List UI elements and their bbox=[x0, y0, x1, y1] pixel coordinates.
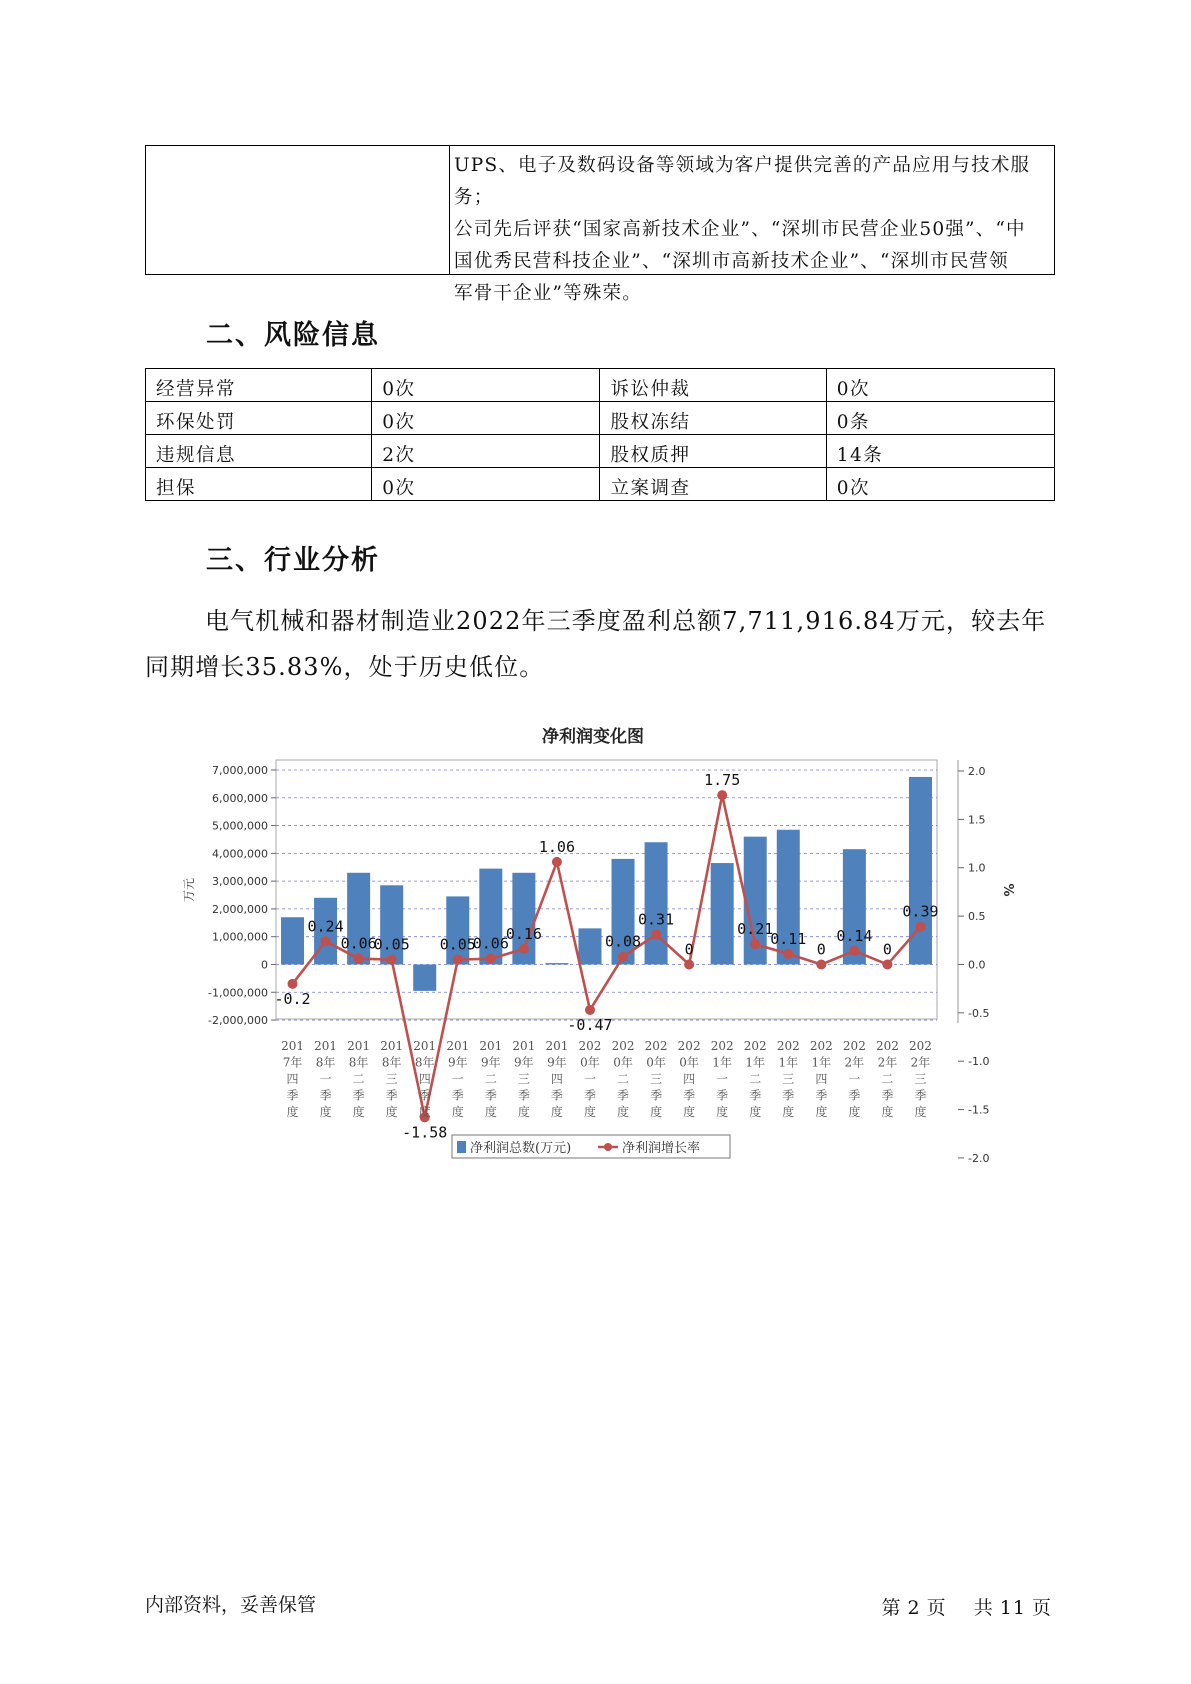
x-tick-label: 度 bbox=[650, 1105, 663, 1119]
total-num: 11 bbox=[999, 1597, 1026, 1619]
x-tick-label: 202 bbox=[909, 1039, 932, 1053]
x-tick-label: 季 bbox=[352, 1088, 365, 1103]
x-tick-label: 度 bbox=[550, 1105, 563, 1119]
y-tick-label: 0 bbox=[261, 958, 268, 972]
data-label: 0.08 bbox=[604, 932, 642, 951]
y-tick-label: 3,000,000 bbox=[212, 875, 268, 889]
x-tick-label: 三 bbox=[517, 1072, 530, 1086]
growth-rate-point bbox=[783, 949, 793, 959]
x-tick-label: 度 bbox=[583, 1105, 596, 1119]
growth-rate-point bbox=[849, 946, 859, 956]
x-tick-label: 二 bbox=[617, 1072, 630, 1086]
risk-value: 14条 bbox=[826, 435, 1054, 468]
growth-rate-point bbox=[552, 857, 562, 867]
x-tick-label: 二 bbox=[881, 1072, 894, 1086]
data-label: -0.47 bbox=[567, 1015, 613, 1034]
x-tick-label: 201 bbox=[512, 1039, 536, 1053]
x-tick-label: 二 bbox=[352, 1072, 365, 1086]
data-label: 0.16 bbox=[505, 924, 542, 943]
data-label: 0.39 bbox=[902, 902, 939, 921]
x-tick-label: 9年 bbox=[447, 1055, 468, 1070]
x-tick-label: 季 bbox=[286, 1088, 299, 1103]
risk-value: 0次 bbox=[372, 369, 600, 402]
risk-value: 0次 bbox=[372, 468, 600, 501]
x-tick-label: 季 bbox=[319, 1088, 332, 1103]
x-tick-label: 度 bbox=[517, 1105, 530, 1119]
x-tick-label: 二 bbox=[484, 1072, 497, 1086]
x-tick-label: 8年 bbox=[414, 1055, 435, 1070]
x-tick-label: 2年 bbox=[910, 1055, 931, 1070]
y2-tick-label: 0.0 bbox=[968, 958, 986, 972]
x-tick-label: 一 bbox=[319, 1072, 332, 1086]
bar bbox=[281, 917, 304, 964]
data-label: 1.06 bbox=[538, 837, 575, 856]
x-tick-label: 三 bbox=[385, 1072, 398, 1086]
growth-rate-point bbox=[321, 936, 331, 946]
risk-value: 0次 bbox=[372, 402, 600, 435]
x-tick-label: 季 bbox=[716, 1088, 729, 1103]
y-axis-label: 万元 bbox=[182, 877, 196, 903]
bar bbox=[645, 842, 668, 964]
legend-bar-label: 净利润总数(万元) bbox=[470, 1141, 572, 1156]
text-line: UPS、电子及数码设备等领域为客户提供完善的产品应用与技术服务； bbox=[454, 155, 1031, 208]
data-label: 0.05 bbox=[439, 935, 476, 954]
x-tick-label: 一 bbox=[583, 1072, 596, 1086]
x-tick-label: 度 bbox=[484, 1105, 497, 1119]
bar bbox=[413, 964, 436, 990]
data-label: 0.11 bbox=[770, 929, 807, 948]
x-tick-label: 2年 bbox=[844, 1055, 865, 1070]
table-value-cell bbox=[450, 146, 1054, 304]
chart-title: 净利润变化图 bbox=[542, 727, 644, 747]
x-tick-label: 9年 bbox=[514, 1055, 534, 1070]
x-tick-label: 度 bbox=[848, 1105, 861, 1119]
x-tick-label: 度 bbox=[286, 1105, 299, 1119]
growth-rate-point bbox=[618, 952, 628, 962]
y-tick-label: 6,000,000 bbox=[212, 791, 268, 805]
x-tick-label: 季 bbox=[914, 1088, 927, 1103]
y2-tick-label: 2.0 bbox=[968, 765, 986, 778]
x-tick-label: 201 bbox=[413, 1039, 437, 1053]
x-tick-label: 2年 bbox=[877, 1055, 898, 1070]
x-tick-label: 季 bbox=[815, 1088, 828, 1103]
x-tick-label: 四 bbox=[815, 1072, 828, 1086]
x-tick-label: 季 bbox=[650, 1088, 663, 1103]
x-tick-label: 四 bbox=[286, 1072, 299, 1086]
section-heading-industry: 三、行业分析 bbox=[206, 545, 380, 576]
x-tick-label: 202 bbox=[743, 1039, 767, 1053]
risk-label: 股权质押 bbox=[600, 435, 826, 468]
x-tick-label: 度 bbox=[319, 1105, 332, 1119]
x-tick-label: 1年 bbox=[745, 1055, 766, 1070]
page-prefix: 第 bbox=[881, 1597, 902, 1619]
y2-tick-label: -2.0 bbox=[968, 1151, 990, 1165]
y-tick-label: -1,000,000 bbox=[208, 986, 268, 1000]
bar bbox=[578, 928, 601, 964]
chart-svg bbox=[180, 712, 1015, 1172]
x-tick-label: 季 bbox=[517, 1088, 530, 1103]
x-tick-label: 三 bbox=[914, 1072, 927, 1086]
risk-info-table bbox=[145, 368, 1055, 501]
x-tick-label: 0年 bbox=[580, 1055, 600, 1070]
x-tick-label: 202 bbox=[578, 1039, 602, 1053]
data-label: 0.21 bbox=[737, 920, 774, 939]
legend-line-label: 净利润增长率 bbox=[622, 1141, 701, 1156]
bar bbox=[545, 963, 568, 964]
x-tick-label: 201 bbox=[380, 1039, 404, 1053]
x-tick-label: 度 bbox=[352, 1105, 365, 1119]
x-tick-label: 7年 bbox=[282, 1055, 303, 1070]
y2-tick-label: -0.5 bbox=[968, 1006, 990, 1020]
data-label: 0 bbox=[816, 940, 826, 959]
x-tick-label: 202 bbox=[875, 1039, 899, 1053]
risk-label: 环保处罚 bbox=[146, 402, 372, 435]
x-tick-label: 201 bbox=[314, 1039, 338, 1053]
growth-rate-point bbox=[354, 954, 364, 964]
total-prefix: 共 bbox=[973, 1597, 994, 1619]
x-tick-label: 202 bbox=[809, 1039, 833, 1053]
data-label: 0 bbox=[882, 940, 892, 959]
x-tick-label: 202 bbox=[644, 1039, 668, 1053]
plot-border bbox=[276, 760, 937, 1019]
risk-value: 0条 bbox=[826, 402, 1054, 435]
growth-rate-point bbox=[882, 959, 892, 969]
x-tick-label: 度 bbox=[749, 1105, 762, 1119]
growth-rate-point bbox=[486, 954, 496, 964]
risk-label: 担保 bbox=[146, 468, 372, 501]
risk-value: 2次 bbox=[372, 435, 600, 468]
x-tick-label: 9年 bbox=[547, 1055, 567, 1070]
x-tick-label: 0年 bbox=[613, 1055, 633, 1070]
risk-value: 0次 bbox=[826, 468, 1054, 501]
data-label: 0.31 bbox=[638, 910, 675, 929]
y-tick-label: 7,000,000 bbox=[212, 764, 268, 777]
x-tick-label: 季 bbox=[550, 1088, 563, 1103]
footer-page-number bbox=[879, 1593, 1055, 1620]
data-label: 0.14 bbox=[836, 926, 873, 945]
y-tick-label: 1,000,000 bbox=[212, 930, 268, 944]
x-tick-label: 四 bbox=[418, 1072, 431, 1086]
table-row bbox=[146, 435, 1055, 468]
bar bbox=[711, 863, 734, 964]
x-tick-label: 季 bbox=[451, 1088, 464, 1103]
data-label: -0.2 bbox=[274, 989, 311, 1008]
x-tick-label: 度 bbox=[418, 1105, 431, 1119]
x-tick-label: 度 bbox=[683, 1105, 696, 1119]
x-tick-label: 201 bbox=[479, 1039, 503, 1053]
x-tick-label: 度 bbox=[716, 1105, 729, 1119]
x-tick-label: 季 bbox=[848, 1088, 861, 1103]
y2-tick-label: 1.5 bbox=[968, 813, 986, 827]
x-tick-label: 度 bbox=[815, 1105, 828, 1119]
x-tick-label: 202 bbox=[842, 1039, 866, 1053]
x-tick-label: 201 bbox=[347, 1039, 371, 1053]
x-tick-label: 8年 bbox=[315, 1055, 336, 1070]
growth-rate-point bbox=[717, 790, 727, 800]
data-label: 0.24 bbox=[307, 917, 344, 936]
text-line: 国优秀民营科技企业”、“深圳市高新技术企业”、“深圳市民营领 bbox=[454, 251, 1009, 272]
legend-line-marker bbox=[604, 1143, 612, 1151]
company-info-table bbox=[145, 145, 1055, 304]
x-tick-label: 季 bbox=[881, 1088, 894, 1103]
text-line: 公司先后评获“国家高新技术企业”、“深圳市民营企业50强”、“中 bbox=[454, 219, 1026, 240]
data-label: 0.05 bbox=[373, 935, 410, 954]
data-label: -1.58 bbox=[402, 1123, 448, 1142]
x-tick-label: 季 bbox=[484, 1088, 497, 1103]
x-tick-label: 1年 bbox=[811, 1055, 832, 1070]
x-tick-label: 202 bbox=[776, 1039, 800, 1053]
x-tick-label: 一 bbox=[716, 1072, 729, 1086]
net-profit-chart bbox=[180, 712, 1015, 1172]
x-tick-label: 201 bbox=[446, 1039, 470, 1053]
risk-label: 经营异常 bbox=[146, 369, 372, 402]
data-label: 1.75 bbox=[704, 771, 741, 790]
y2-tick-label: 0.5 bbox=[968, 910, 986, 924]
footer-confidential: 内部资料，妥善保管 bbox=[145, 1594, 317, 1616]
total-unit: 页 bbox=[1031, 1597, 1052, 1619]
data-label: 0.06 bbox=[340, 934, 377, 953]
x-tick-label: 季 bbox=[385, 1088, 398, 1103]
x-tick-label: 季 bbox=[418, 1088, 431, 1103]
x-tick-label: 四 bbox=[683, 1072, 696, 1086]
risk-label: 违规信息 bbox=[146, 435, 372, 468]
risk-value: 0次 bbox=[826, 369, 1054, 402]
table-label-cell bbox=[146, 146, 450, 274]
x-tick-label: 季 bbox=[583, 1088, 596, 1103]
data-label: 0 bbox=[684, 940, 694, 959]
industry-paragraph: 电气机械和器材制造业2022年三季度盈利总额7,711,916.84万元，较去年同期增长35.83%，处于历史低位。 bbox=[145, 607, 1047, 681]
risk-label: 股权冻结 bbox=[600, 402, 826, 435]
x-tick-label: 度 bbox=[451, 1105, 464, 1119]
x-tick-label: 度 bbox=[385, 1105, 398, 1119]
x-tick-label: 0年 bbox=[646, 1055, 666, 1070]
growth-rate-point bbox=[585, 1005, 595, 1015]
growth-rate-point bbox=[651, 929, 661, 939]
x-tick-label: 季 bbox=[617, 1088, 630, 1103]
x-tick-label: 季 bbox=[683, 1088, 696, 1103]
growth-rate-point bbox=[387, 955, 397, 965]
x-tick-label: 季 bbox=[749, 1088, 762, 1103]
y-tick-label: -2,000,000 bbox=[208, 1014, 268, 1028]
page-num: 2 bbox=[907, 1597, 921, 1619]
x-tick-label: 度 bbox=[881, 1105, 894, 1119]
section-heading-risk: 二、风险信息 bbox=[206, 320, 380, 351]
x-tick-label: 201 bbox=[281, 1039, 304, 1053]
y2-tick-label: 1.0 bbox=[968, 861, 986, 875]
table-row bbox=[146, 369, 1055, 402]
risk-label: 诉讼仲裁 bbox=[600, 369, 826, 402]
y2-tick-label: -1.0 bbox=[968, 1055, 990, 1069]
text-line: 军骨干企业”等殊荣。 bbox=[454, 283, 642, 304]
y-tick-label: 2,000,000 bbox=[212, 902, 268, 916]
x-tick-label: 三 bbox=[782, 1072, 795, 1086]
x-tick-label: 201 bbox=[545, 1039, 569, 1053]
x-tick-label: 8年 bbox=[348, 1055, 369, 1070]
table-row bbox=[146, 402, 1055, 435]
x-tick-label: 202 bbox=[677, 1039, 701, 1053]
x-tick-label: 度 bbox=[914, 1105, 927, 1119]
growth-rate-point bbox=[288, 979, 298, 989]
growth-rate-point bbox=[519, 944, 529, 954]
x-tick-label: 二 bbox=[749, 1072, 762, 1086]
bar bbox=[446, 896, 469, 964]
y2-tick-label: -1.5 bbox=[968, 1103, 990, 1117]
x-tick-label: 9年 bbox=[481, 1055, 501, 1070]
x-tick-label: 202 bbox=[611, 1039, 635, 1053]
x-tick-label: 0年 bbox=[679, 1055, 699, 1070]
x-tick-label: 一 bbox=[848, 1072, 861, 1086]
growth-rate-point bbox=[684, 959, 694, 969]
x-tick-label: 一 bbox=[451, 1072, 464, 1086]
growth-rate-point bbox=[915, 922, 925, 932]
y2-axis-label: % bbox=[1000, 883, 1015, 897]
table-row bbox=[146, 468, 1055, 501]
y-tick-label: 5,000,000 bbox=[212, 819, 268, 833]
page-unit: 页 bbox=[926, 1597, 947, 1619]
x-tick-label: 四 bbox=[550, 1072, 563, 1086]
y-tick-label: 4,000,000 bbox=[212, 847, 268, 861]
risk-label: 立案调查 bbox=[600, 468, 826, 501]
growth-rate-point bbox=[816, 959, 826, 969]
x-tick-label: 度 bbox=[617, 1105, 630, 1119]
x-tick-label: 度 bbox=[782, 1105, 795, 1119]
x-tick-label: 1年 bbox=[778, 1055, 799, 1070]
growth-rate-point bbox=[453, 955, 463, 965]
growth-rate-point bbox=[750, 939, 760, 949]
x-tick-label: 三 bbox=[650, 1072, 663, 1086]
legend-bar-swatch bbox=[457, 1141, 466, 1153]
x-tick-label: 1年 bbox=[712, 1055, 732, 1070]
x-tick-label: 季 bbox=[782, 1088, 795, 1103]
x-tick-label: 8年 bbox=[381, 1055, 402, 1070]
x-tick-label: 202 bbox=[710, 1039, 734, 1053]
data-label: 0.06 bbox=[472, 934, 509, 953]
